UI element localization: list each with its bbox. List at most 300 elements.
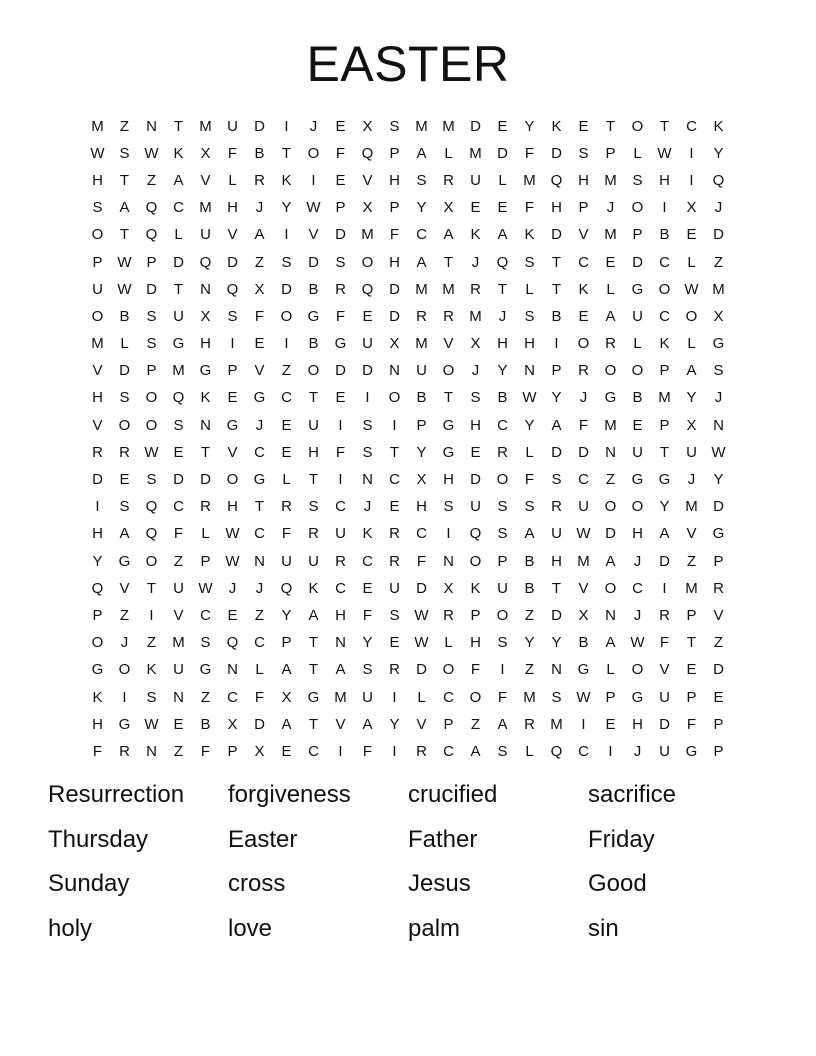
grid-letter: T: [308, 471, 319, 489]
grid-letter: X: [686, 199, 697, 217]
grid-letter: S: [551, 471, 562, 489]
grid-letter: X: [254, 280, 265, 298]
grid-letter: M: [469, 307, 482, 325]
grid-letter: G: [658, 471, 671, 489]
grid-letter: X: [281, 688, 292, 706]
grid-letter: H: [470, 416, 481, 434]
grid-letter: S: [578, 144, 589, 162]
grid-letter: R: [389, 552, 400, 570]
grid-letter: T: [659, 443, 670, 461]
grid-letter: L: [525, 443, 534, 461]
grid-letter: A: [416, 144, 427, 162]
grid-letter: V: [92, 416, 103, 434]
grid-letter: D: [551, 144, 562, 162]
grid-letter: F: [254, 307, 265, 325]
grid-letter: G: [253, 389, 266, 407]
grid-letter: F: [578, 416, 589, 434]
grid-letter: E: [173, 443, 184, 461]
grid-letter: H: [92, 525, 103, 543]
grid-letter: U: [497, 579, 508, 597]
grid-letter: M: [550, 715, 563, 733]
grid-letter: X: [713, 307, 724, 325]
grid-letter: Y: [281, 199, 292, 217]
grid-letter: S: [119, 498, 130, 516]
grid-letter: Z: [173, 552, 184, 570]
grid-letter: R: [200, 498, 211, 516]
grid-letter: V: [200, 171, 211, 189]
grid-letter: D: [173, 253, 184, 271]
grid-letter: D: [470, 471, 481, 489]
grid-letter: K: [281, 171, 292, 189]
grid-letter: S: [146, 307, 157, 325]
grid-letter: A: [362, 715, 373, 733]
grid-letter: I: [608, 742, 613, 760]
grid-letter: U: [173, 307, 184, 325]
grid-letter: T: [146, 579, 157, 597]
grid-letter: Y: [524, 117, 535, 135]
grid-letter: H: [335, 606, 346, 624]
grid-letter: Y: [659, 498, 670, 516]
grid-letter: F: [389, 226, 400, 244]
grid-letter: H: [524, 335, 535, 353]
grid-letter: D: [146, 280, 157, 298]
grid-letter: M: [199, 117, 212, 135]
grid-letter: N: [173, 688, 184, 706]
grid-letter: U: [470, 498, 481, 516]
grid-letter: V: [659, 661, 670, 679]
grid-letter: B: [524, 552, 535, 570]
grid-letter: C: [173, 199, 184, 217]
grid-letter: U: [659, 688, 670, 706]
grid-letter: N: [443, 552, 454, 570]
grid-letter: E: [497, 199, 508, 217]
grid-letter: Y: [686, 389, 697, 407]
grid-letter: L: [633, 144, 642, 162]
grid-letter: C: [173, 498, 184, 516]
grid-letter: A: [416, 253, 427, 271]
grid-letter: O: [91, 634, 104, 652]
grid-letter: Q: [280, 579, 293, 597]
grid-letter: M: [604, 171, 617, 189]
grid-letter: H: [92, 715, 103, 733]
grid-letter: C: [389, 471, 400, 489]
word-list-item: sin: [588, 914, 619, 942]
grid-letter: C: [497, 416, 508, 434]
grid-letter: J: [255, 416, 264, 434]
grid-letter: N: [605, 443, 616, 461]
grid-letter: M: [658, 389, 671, 407]
grid-letter: O: [469, 552, 482, 570]
grid-letter: U: [335, 525, 346, 543]
grid-letter: L: [525, 280, 534, 298]
grid-letter: E: [335, 171, 346, 189]
grid-letter: R: [335, 280, 346, 298]
grid-letter: V: [335, 715, 346, 733]
grid-letter: J: [579, 389, 588, 407]
grid-letter: J: [471, 362, 480, 380]
grid-letter: B: [659, 226, 670, 244]
grid-letter: V: [416, 715, 427, 733]
grid-letter: O: [658, 280, 671, 298]
grid-letter: V: [578, 226, 589, 244]
word-list-item: Thursday: [48, 825, 149, 853]
grid-letter: P: [92, 606, 103, 624]
grid-letter: S: [524, 307, 535, 325]
grid-letter: W: [414, 606, 429, 624]
grid-letter: R: [524, 715, 535, 733]
grid-letter: G: [253, 471, 266, 489]
grid-letter: Z: [173, 742, 184, 760]
grid-letter: I: [392, 742, 397, 760]
grid-letter: W: [576, 525, 591, 543]
grid-letter: G: [118, 715, 131, 733]
grid-letter: L: [687, 253, 696, 271]
grid-letter: H: [551, 199, 562, 217]
grid-letter: D: [254, 715, 265, 733]
grid-letter: R: [659, 606, 670, 624]
grid-letter: P: [713, 715, 724, 733]
grid-letter: E: [227, 389, 238, 407]
grid-letter: Q: [199, 253, 212, 271]
grid-letter: C: [335, 579, 346, 597]
grid-letter: T: [686, 634, 697, 652]
grid-row: [84, 439, 732, 466]
grid-row: [84, 711, 732, 738]
grid-letter: I: [500, 661, 505, 679]
grid-letter: Q: [496, 253, 509, 271]
grid-letter: Y: [389, 715, 400, 733]
grid-letter: Z: [281, 362, 292, 380]
grid-letter: Z: [119, 606, 130, 624]
grid-letter: J: [633, 552, 642, 570]
word-list-item: Easter: [228, 825, 298, 853]
grid-letter: M: [172, 362, 185, 380]
grid-letter: H: [470, 634, 481, 652]
grid-letter: K: [659, 335, 670, 353]
grid-letter: H: [551, 552, 562, 570]
grid-letter: T: [659, 117, 670, 135]
grid-letter: H: [632, 525, 643, 543]
grid-letter: F: [362, 606, 373, 624]
grid-letter: C: [335, 498, 346, 516]
grid-letter: C: [254, 443, 265, 461]
grid-letter: C: [686, 117, 697, 135]
grid-letter: U: [92, 280, 103, 298]
grid-letter: Q: [550, 171, 563, 189]
grid-letter: D: [254, 117, 265, 135]
grid-letter: A: [551, 416, 562, 434]
grid-letter: U: [308, 416, 319, 434]
grid-letter: F: [92, 742, 103, 760]
grid-letter: Y: [281, 606, 292, 624]
grid-letter: Z: [119, 117, 130, 135]
grid-letter: B: [416, 389, 427, 407]
grid-letter: W: [225, 525, 240, 543]
grid-row: [84, 630, 732, 657]
grid-letter: T: [389, 443, 400, 461]
grid-letter: B: [632, 389, 643, 407]
grid-letter: B: [524, 579, 535, 597]
grid-letter: T: [281, 144, 292, 162]
grid-letter: C: [578, 253, 589, 271]
grid-letter: S: [497, 498, 508, 516]
grid-letter: O: [631, 199, 644, 217]
grid-letter: S: [632, 171, 643, 189]
grid-letter: P: [470, 606, 481, 624]
grid-letter: A: [254, 226, 265, 244]
grid-letter: U: [308, 552, 319, 570]
grid-letter: Y: [713, 471, 724, 489]
grid-letter: P: [659, 416, 670, 434]
word-search-grid: [84, 113, 732, 766]
grid-letter: P: [686, 606, 697, 624]
grid-letter: O: [145, 389, 158, 407]
grid-letter: O: [442, 362, 455, 380]
grid-letter: S: [362, 661, 373, 679]
grid-letter: J: [471, 253, 480, 271]
grid-letter: B: [578, 634, 589, 652]
grid-letter: G: [577, 661, 590, 679]
grid-letter: T: [605, 117, 616, 135]
grid-letter: Q: [550, 742, 563, 760]
grid-letter: R: [281, 498, 292, 516]
grid-letter: L: [606, 661, 615, 679]
grid-letter: B: [254, 144, 265, 162]
grid-letter: H: [227, 498, 238, 516]
grid-letter: I: [284, 117, 289, 135]
grid-letter: R: [254, 171, 265, 189]
grid-letter: R: [578, 362, 589, 380]
grid-letter: P: [281, 634, 292, 652]
grid-letter: U: [173, 579, 184, 597]
grid-letter: E: [362, 579, 373, 597]
grid-letter: A: [605, 634, 616, 652]
grid-letter: W: [198, 579, 213, 597]
grid-row: [84, 494, 732, 521]
grid-row: [84, 276, 732, 303]
grid-letter: G: [307, 307, 320, 325]
grid-letter: K: [173, 144, 184, 162]
grid-letter: I: [392, 688, 397, 706]
grid-letter: O: [118, 661, 131, 679]
grid-letter: J: [687, 471, 696, 489]
grid-letter: S: [146, 688, 157, 706]
grid-letter: L: [444, 144, 453, 162]
grid-letter: L: [120, 335, 129, 353]
grid-letter: A: [524, 525, 535, 543]
grid-letter: X: [200, 144, 211, 162]
grid-letter: C: [443, 688, 454, 706]
grid-letter: S: [335, 253, 346, 271]
grid-letter: G: [334, 335, 347, 353]
grid-letter: W: [684, 280, 699, 298]
grid-row: [84, 222, 732, 249]
grid-letter: J: [498, 307, 507, 325]
grid-letter: Z: [524, 606, 535, 624]
grid-letter: C: [308, 742, 319, 760]
grid-row: [84, 113, 732, 140]
grid-letter: L: [255, 661, 264, 679]
grid-letter: F: [362, 742, 373, 760]
grid-letter: B: [200, 715, 211, 733]
grid-letter: S: [227, 307, 238, 325]
grid-letter: F: [227, 144, 238, 162]
grid-letter: S: [146, 471, 157, 489]
grid-letter: N: [605, 606, 616, 624]
grid-letter: Z: [254, 606, 265, 624]
grid-letter: D: [416, 579, 427, 597]
grid-letter: C: [578, 471, 589, 489]
grid-letter: I: [689, 144, 694, 162]
grid-letter: L: [417, 688, 426, 706]
grid-letter: K: [551, 117, 562, 135]
grid-letter: X: [389, 335, 400, 353]
grid-letter: X: [416, 471, 427, 489]
grid-letter: F: [659, 634, 670, 652]
grid-letter: L: [498, 171, 507, 189]
grid-letter: A: [281, 715, 292, 733]
grid-letter: H: [227, 199, 238, 217]
grid-letter: P: [227, 742, 238, 760]
grid-letter: T: [443, 389, 454, 407]
grid-letter: R: [389, 525, 400, 543]
grid-letter: U: [416, 362, 427, 380]
word-list-item: Friday: [588, 825, 655, 853]
grid-letter: A: [335, 661, 346, 679]
word-list-item: Resurrection: [48, 781, 185, 808]
grid-letter: H: [92, 389, 103, 407]
grid-letter: E: [281, 742, 292, 760]
grid-letter: G: [631, 688, 644, 706]
grid-letter: F: [335, 307, 346, 325]
grid-letter: S: [470, 389, 481, 407]
grid-letter: F: [281, 525, 292, 543]
grid-letter: P: [227, 362, 238, 380]
grid-letter: S: [713, 362, 724, 380]
grid-letter: W: [522, 389, 537, 407]
grid-letter: C: [578, 742, 589, 760]
grid-letter: T: [119, 171, 130, 189]
grid-letter: U: [659, 742, 670, 760]
grid-letter: K: [200, 389, 211, 407]
word-list-item: forgiveness: [228, 781, 351, 808]
grid-letter: Z: [254, 253, 265, 271]
grid-letter: L: [633, 335, 642, 353]
grid-letter: U: [389, 579, 400, 597]
grid-letter: O: [685, 307, 698, 325]
grid-letter: R: [551, 498, 562, 516]
grid-letter: I: [554, 335, 559, 353]
grid-letter: B: [308, 335, 319, 353]
grid-letter: U: [686, 443, 697, 461]
grid-letter: I: [149, 606, 154, 624]
grid-letter: T: [254, 498, 265, 516]
grid-letter: E: [227, 606, 238, 624]
grid-letter: O: [631, 661, 644, 679]
grid-letter: E: [281, 443, 292, 461]
grid-letter: T: [308, 661, 319, 679]
grid-letter: Q: [226, 634, 239, 652]
grid-letter: S: [524, 498, 535, 516]
grid-letter: M: [685, 498, 698, 516]
grid-letter: J: [309, 117, 318, 135]
grid-letter: M: [523, 171, 536, 189]
grid-letter: V: [119, 579, 130, 597]
grid-letter: W: [657, 144, 672, 162]
grid-letter: S: [362, 443, 373, 461]
grid-letter: T: [308, 634, 319, 652]
grid-letter: O: [388, 389, 401, 407]
grid-letter: M: [442, 117, 455, 135]
grid-letter: D: [119, 362, 130, 380]
grid-letter: T: [308, 389, 319, 407]
grid-letter: C: [443, 742, 454, 760]
word-list: [48, 778, 768, 956]
grid-letter: A: [686, 362, 697, 380]
grid-letter: C: [200, 606, 211, 624]
word-list-item: cross: [228, 870, 286, 897]
grid-letter: J: [633, 742, 642, 760]
grid-letter: D: [389, 307, 400, 325]
grid-letter: Z: [713, 253, 724, 271]
grid-letter: E: [713, 688, 724, 706]
grid-letter: P: [200, 552, 211, 570]
grid-letter: X: [578, 606, 589, 624]
grid-letter: O: [226, 471, 239, 489]
grid-letter: V: [173, 606, 184, 624]
grid-letter: P: [389, 144, 400, 162]
grid-letter: H: [308, 443, 319, 461]
grid-letter: M: [415, 117, 428, 135]
grid-letter: R: [416, 742, 427, 760]
grid-letter: R: [308, 525, 319, 543]
grid-letter: E: [389, 498, 400, 516]
grid-letter: X: [362, 199, 373, 217]
grid-letter: E: [686, 661, 697, 679]
grid-letter: M: [172, 634, 185, 652]
grid-letter: G: [685, 742, 698, 760]
grid-letter: I: [392, 416, 397, 434]
grid-letter: E: [470, 199, 481, 217]
grid-letter: O: [604, 579, 617, 597]
grid-letter: E: [470, 443, 481, 461]
grid-letter: V: [227, 226, 238, 244]
grid-letter: S: [362, 416, 373, 434]
grid-letter: U: [632, 307, 643, 325]
grid-letter: T: [551, 253, 562, 271]
grid-letter: R: [443, 307, 454, 325]
grid-letter: W: [117, 253, 132, 271]
grid-letter: F: [173, 525, 184, 543]
grid-letter: A: [659, 525, 670, 543]
grid-letter: I: [122, 688, 127, 706]
grid-letter: S: [389, 606, 400, 624]
grid-letter: Y: [713, 144, 724, 162]
grid-letter: G: [91, 661, 104, 679]
grid-letter: I: [338, 416, 343, 434]
grid-letter: M: [415, 335, 428, 353]
grid-letter: I: [662, 199, 667, 217]
grid-letter: N: [200, 280, 211, 298]
grid-letter: B: [119, 307, 130, 325]
grid-letter: G: [442, 443, 455, 461]
grid-letter: T: [443, 253, 454, 271]
grid-letter: R: [443, 171, 454, 189]
word-list-item: palm: [408, 914, 461, 942]
grid-letter: M: [685, 579, 698, 597]
grid-letter: J: [633, 606, 642, 624]
grid-letter: N: [335, 634, 346, 652]
